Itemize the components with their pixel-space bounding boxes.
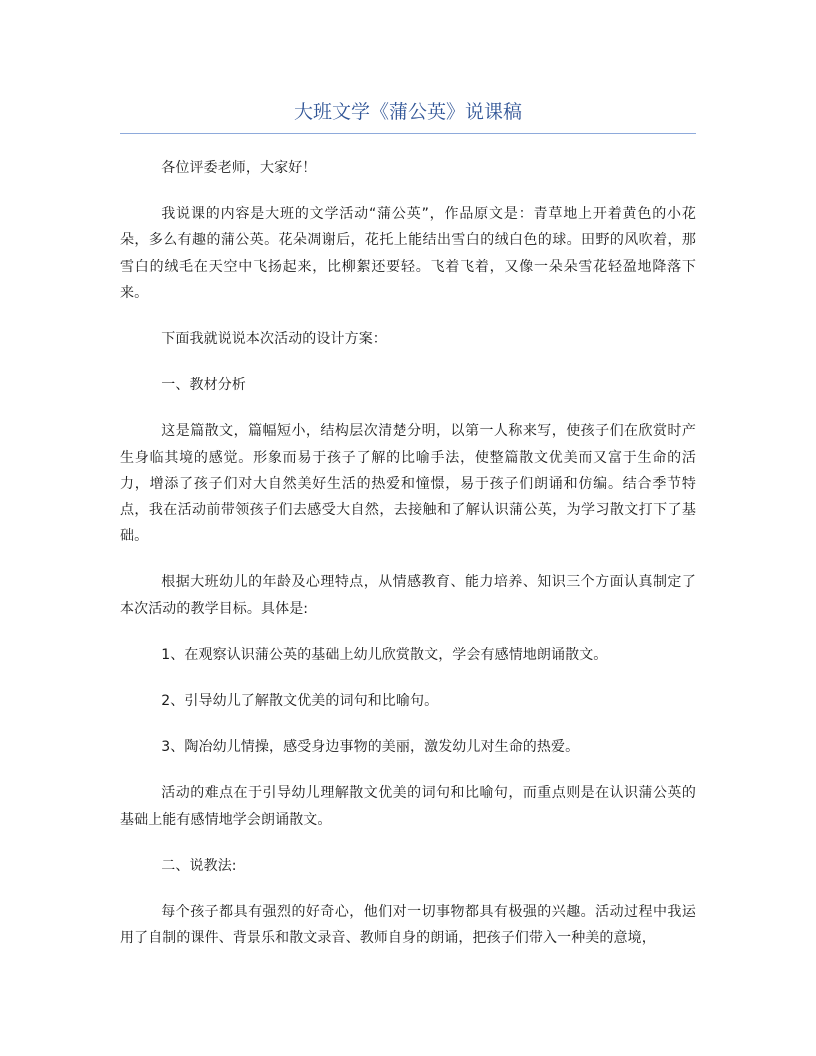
title-underline [120, 133, 696, 134]
methods-paragraph: 每个孩子都具有强烈的好奇心，他们对一切事物都具有极强的兴趣。活动过程中我运用了自制的课件、背景乐和散文录音、教师自身的朗诵，把孩子们带入一种美的意境， [120, 904, 696, 947]
materials-analysis-paragraph: 这是篇散文，篇幅短小，结构层次清楚分明，以第一人称来写，使孩子们在欣赏时产生身临其境的感觉。形象而易于孩子了解的比喻手法，使整篇散文优美而又富于生命的活力，增添了孩子们对大自然美好生活的热爱和憧憬，易于孩子们朗诵和仿编。结合季节特点，我在活动前带领孩子们去感受大自然，去接触和了解认识蒲公英，为学习散文打下了基础。 [120, 423, 696, 545]
section-heading-materials: 一、教材分析 [161, 377, 246, 394]
plan-intro-paragraph: 下面我就说说本次活动的设计方案： [161, 331, 387, 348]
objective-item-2: 2、引导幼儿了解散文优美的词句和比喻句。 [161, 693, 439, 710]
greeting-paragraph: 各位评委老师，大家好！ [161, 160, 317, 176]
document-body [120, 155, 696, 971]
objective-item-1: 1、在观察认识蒲公英的基础上幼儿欣赏散文，学会有感情地朗诵散文。 [161, 646, 608, 663]
section-heading-methods: 二、说教法: [161, 857, 237, 874]
intro-paragraph: 我说课的内容是大班的文学活动“蒲公英”，作品原文是：青草地上开着黄色的小花朵，多么有趣的蒲公英。花朵凋谢后，花托上能结出雪白的绒白色的球。田野的风吹着，那雪白的绒毛在天空中飞扬起来，比柳絮还要轻。飞着飞着，又像一朵朵雪花轻盈地降落下来。 [120, 206, 696, 301]
difficulty-paragraph: 活动的难点在于引导幼儿理解散文优美的词句和比喻句，而重点则是在认识蒲公英的基础上能有感情地学会朗诵散文。 [120, 785, 696, 828]
document-title: 大班文学《蒲公英》说课稿 [293, 101, 522, 123]
objectives-intro-paragraph: 根据大班幼儿的年龄及心理特点，从情感教育、能力培养、知识三个方面认真制定了本次活动的教学目标。具体是: [120, 574, 696, 617]
objective-item-3: 3、陶冶幼儿情操，感受身边事物的美丽，激发幼儿对生命的热爱。 [161, 739, 580, 756]
